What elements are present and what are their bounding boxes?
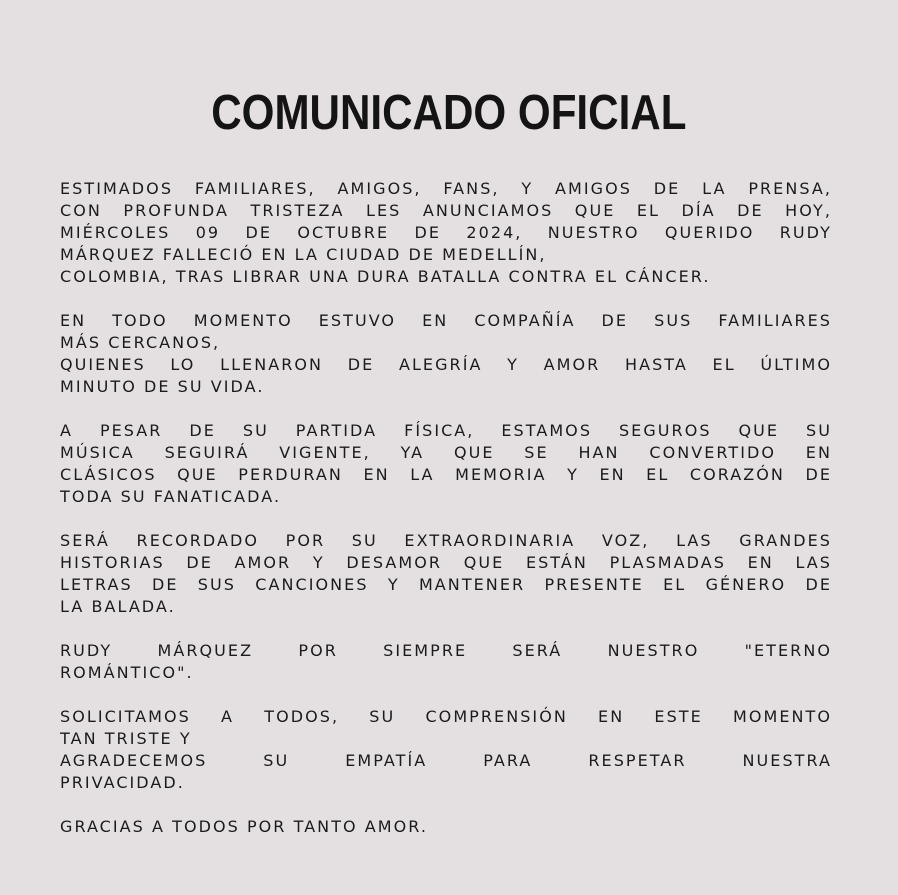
paragraph-music — [60, 420, 832, 508]
text-line: PRIVACIDAD. — [60, 773, 185, 792]
text-line: ROMÁNTICO". — [60, 663, 194, 682]
text-line: QUIENES LO LLENARON DE ALEGRÍA Y AMOR HASTA EL ÚLTIMO — [60, 355, 832, 374]
paragraph-legacy — [60, 530, 832, 618]
text-line: SOLICITAMOS A TODOS, SU COMPRENSIÓN EN ESTE MOMENTO — [60, 707, 832, 726]
text-line: MÁRQUEZ FALLECIÓ EN LA CIUDAD DE MEDELLÍN, — [60, 245, 547, 264]
text-line: A PESAR DE SU PARTIDA FÍSICA, ESTAMOS SEGUROS QUE SU — [60, 421, 832, 440]
paragraph-eternal — [60, 640, 832, 684]
text-line: AGRADECEMOS SU EMPATÍA PARA RESPETAR NUESTRA — [60, 751, 832, 770]
page-title: COMUNICADO OFICIAL — [211, 86, 687, 140]
text-line: MÚSICA SEGUIRÁ VIGENTE, YA QUE SE HAN CONVERTIDO EN — [60, 443, 832, 462]
text-line: EN TODO MOMENTO ESTUVO EN COMPAÑÍA DE SUS FAMILIARES — [60, 311, 832, 330]
text-line: RUDY MÁRQUEZ POR SIEMPRE SERÁ NUESTRO "ETERNO — [60, 641, 832, 660]
text-line: CON PROFUNDA TRISTEZA LES ANUNCIAMOS QUE EL DÍA DE HOY, — [60, 201, 832, 220]
text-line: LA BALADA. — [60, 597, 176, 616]
text-line: HISTORIAS DE AMOR Y DESAMOR QUE ESTÁN PLASMADAS EN LAS — [60, 553, 832, 572]
text-line: TAN TRISTE Y — [60, 729, 192, 748]
text-line: MIÉRCOLES 09 DE OCTUBRE DE 2024, NUESTRO QUERIDO RUDY — [60, 223, 832, 242]
text-line: GRACIAS A TODOS POR TANTO AMOR. — [60, 817, 429, 836]
text-line: TODA SU FANATICADA. — [60, 487, 282, 506]
statement-body — [60, 178, 832, 860]
text-line: MÁS CERCANOS, — [60, 333, 221, 352]
text-line: LETRAS DE SUS CANCIONES Y MANTENER PRESENTE EL GÉNERO DE — [60, 575, 832, 594]
paragraph-thanks — [60, 816, 832, 838]
text-line: COLOMBIA, TRAS LIBRAR UNA DURA BATALLA CONTRA EL CÁNCER. — [60, 267, 711, 286]
text-line: MINUTO DE SU VIDA. — [60, 377, 265, 396]
text-line: SERÁ RECORDADO POR SU EXTRAORDINARIA VOZ, LAS GRANDES — [60, 531, 832, 550]
paragraph-family — [60, 310, 832, 398]
paragraph-announcement — [60, 178, 832, 288]
text-line: ESTIMADOS FAMILIARES, AMIGOS, FANS, Y AMIGOS DE LA PRENSA, — [60, 179, 832, 198]
text-line: CLÁSICOS QUE PERDURAN EN LA MEMORIA Y EN EL CORAZÓN DE — [60, 465, 832, 484]
paragraph-privacy — [60, 706, 832, 794]
